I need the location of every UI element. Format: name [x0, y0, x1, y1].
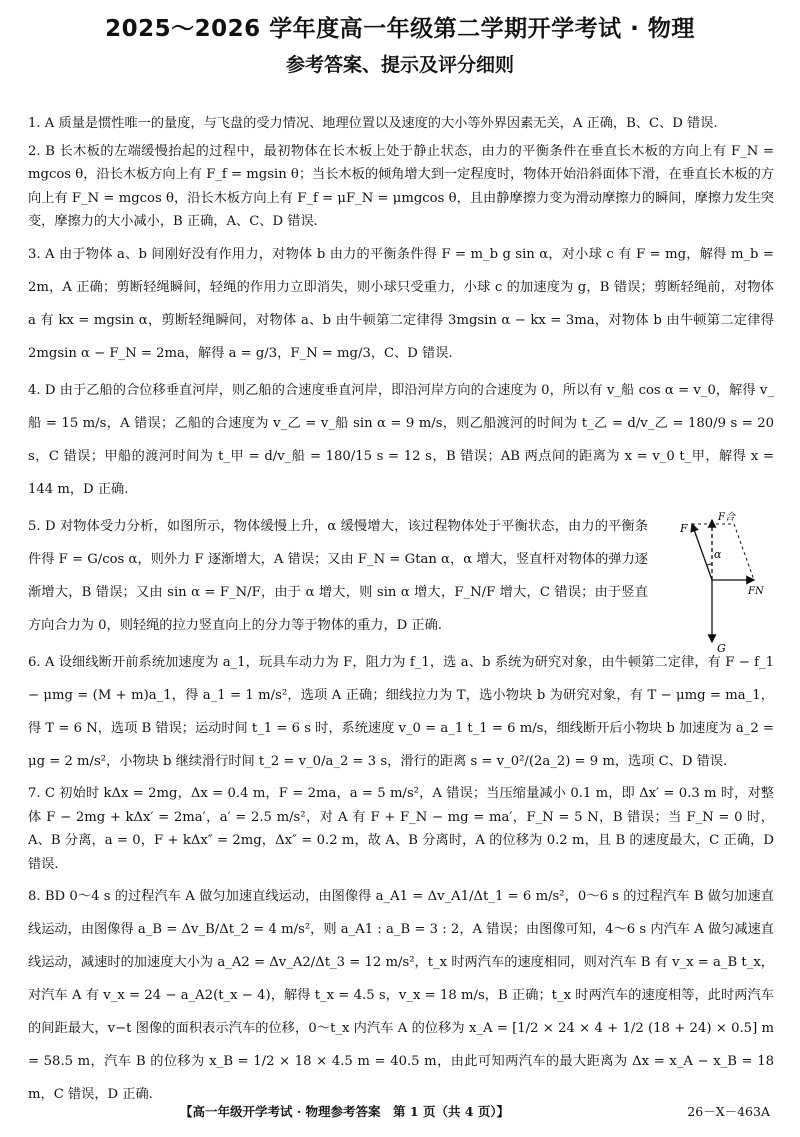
answer-text: 由于乙船的合位移垂直河岸，则乙船的合速度垂直河岸，即沿河岸方向的合速度为 0，所以有 v_船 cos α = v_0，解得 v_船 = 15 m/s，A 错误；乙船的合速度为 v_乙 = v_船 sin α = 9 m/s，则乙船渡河的时间为 t_乙 = d/v_乙 = 180/9 s = 20 s，C 错误；甲船的渡河时间为 t_甲 = d/v_船 = 180/15 s = 12 s，B 错误；AB 两点间的距离为 x = v_0 t_甲，解得 x = 144 m，D 正确. [28, 382, 774, 497]
answer-number: 1. A [28, 116, 55, 131]
answer-text: 长木板的左端缓慢抬起的过程中，最初物体在长木板上处于静止状态，由力的平衡条件在垂直长木板的方向上有 F_N = mgcos θ，沿长木板方向上有 F_f = mgsin θ；当长木板的倾角增大到一定程度时，物体开始沿斜面体下滑，在垂直长木板的方向上有 F_N = mgcos θ，沿长木板方向上有 F_f = μF_N = μmgcos θ，且由静摩擦力变为滑动摩擦力的瞬间，摩擦力发生突变，摩擦力的大小减小，B 正确，A、C、D 错误. [28, 143, 774, 230]
dashed-parallel [734, 524, 754, 580]
label-FN: FN [748, 585, 764, 597]
answer-number: 8. BD [28, 889, 66, 905]
answer-text: 初始时 kΔx = 2mg，Δx = 0.4 m，F = 2ma，a = 5 m/s²，A 错误；当压缩量减小 0.1 m，即 Δx′ = 0.3 m 时，对整体 F − 2mg + kΔx′ = 2ma′，a′ = 2.5 m/s²，对 A 有 F + F_N − mg = ma′，F_N = 5 N，B 错误；当 F_N = 0 时，A、B 分离，a = 0，F + kΔx″ = 2mg，Δx″ = 0.2 m，故 A、B 分离时，A 的位移为 0.2 m，且 B 的速度最大，C 正确，D 错误. [28, 785, 774, 872]
label-G: G [717, 641, 726, 655]
answer-item-3 [28, 238, 774, 370]
answer-text: 设细线断开前系统加速度为 a_1，玩具车动力为 F，阻力为 f_1，选 a、b 系统为研究对象，由牛顿第二定律，有 F − f_1 − μmg = (M + m)a_1，得 a_1 = 1 m/s²，选项 A 正确；细线拉力为 T，选小物块 b 为研究对象，有 T − μmg = ma_1，得 T = 6 N，选项 B 错误；运动时间 t_1 = 6 s 时，系统速度 v_0 = a_1 t_1 = 6 m/s，细线断开后小物块 b 加速度为 a_2 = μg = 2 m/s²，小物块 b 继续滑行时间 t_2 = v_0/a_2 = 3 s，滑行的距离 s = v_0²/(2a_2) = 9 m，选项 C、D 错误. [28, 654, 774, 769]
answer-number: 7. C [28, 785, 55, 801]
answer-number: 2. B [28, 143, 55, 159]
answer-number: 3. A [28, 246, 55, 262]
footer-page-info: 【高一年级开学考试 · 物理参考答案 第 1 页（共 4 页）】 [180, 1104, 510, 1119]
force-arrow-F [692, 524, 712, 580]
answers-list [28, 112, 774, 1115]
force-diagram [674, 510, 770, 660]
answer-item-7 [28, 782, 774, 876]
page-subtitle: 参考答案、提示及评分细则 [285, 54, 514, 76]
page-title: 2025～2026 学年度高一年级第二学期开学考试 · 物理 [105, 16, 695, 42]
answer-item-5 [28, 510, 774, 655]
answer-text: 由于物体 a、b 间刚好没有作用力，对物体 b 由力的平衡条件得 F = m_b g sin α，对小球 c 有 F = mg，解得 m_b = 2m，A 正确；剪断轻绳瞬间，轻绳的作用力立即消失，则小球只受重力，小球 c 的加速度为 g，B 错误；剪断轻绳前，对物体 a 有 kx = mgsin α，剪断轻绳瞬间，对物体 a、b 由牛顿第二定律得 3mgsin α − kx = 3ma，对物体 b 由牛顿第二定律得 2mgsin α − F_N = 2ma，解得 a = g/3，F_N = mg/3，C、D 错误. [28, 246, 774, 361]
answer-item-4 [28, 374, 774, 506]
answer-item-1 [28, 112, 774, 136]
label-F-he: F合 [718, 511, 735, 523]
answer-number: 4. D [28, 382, 56, 398]
answer-number: 6. A [28, 654, 55, 670]
answer-text: 0～4 s 的过程汽车 A 做匀加速直线运动，由图像得 a_A1 = Δv_A1/Δt_1 = 6 m/s²，0～6 s 的过程汽车 B 做匀加速直线运动，由图像得 a_B = Δv_B/Δt_2 = 4 m/s²，则 a_A1 : a_B = 3 : 2，A 错误；由图像可知，4～6 s 内汽车 A 做匀减速直线运动，减速时的加速度大小为 a_A2 = Δv_A2/Δt_3 = 12 m/s²，t_x 时两汽车的速度相同，则对汽车 B 有 v_x = a_B t_x，对汽车 A 有 v_x = 24 − a_A2(t_x − 4)，解得 t_x = 4.5 s，v_x = 18 m/s，B 正确；t_x 时两汽车的速度相等，此时两汽车的间距最大，v−t 图像的面积表示汽车的位移，0～t_x 内汽车 A 的位移为 x_A = [1/2 × 24 × 4 + 1/2 (18 + 24) × 0.5] m = 58.5 m，汽车 B 的位移为 x_B = 1/2 × 18 × 4.5 m = 40.5 m，由此可知两汽车的最大距离为 Δx = x_A − x_B = 18 m，C 错误，D 正确. [28, 889, 774, 1103]
label-alpha: α [714, 547, 722, 561]
answer-text: 质量是惯性唯一的量度，与飞盘的受力情况、地理位置以及速度的大小等外界因素无关，A 正确，B、C、D 错误. [58, 116, 718, 131]
answer-item-2 [28, 140, 774, 234]
answer-item-6 [28, 646, 774, 778]
footer-code: 26－X－463A [687, 1104, 770, 1119]
label-F: F [680, 521, 688, 535]
answer-number: 5. D [28, 518, 56, 534]
answer-item-8 [28, 880, 774, 1111]
angle-arc [707, 564, 712, 565]
answer-text: 对物体受力分析，如图所示，物体缓慢上升，α 缓慢增大，该过程物体处于平衡状态，由力的平衡条件得 F = G/cos α，则外力 F 逐渐增大，A 错误；又由 F_N = Gtan α，α 增大，竖直杆对物体的弹力逐渐增大，B 错误；又由 sin α = F_N/F，由于 α 增大，则 sin α 增大，F_N/F 增大，C 错误；由于竖直方向合力为 0，则轻绳的拉力竖直向上的分力等于物体的重力，D 正确. [28, 518, 649, 633]
